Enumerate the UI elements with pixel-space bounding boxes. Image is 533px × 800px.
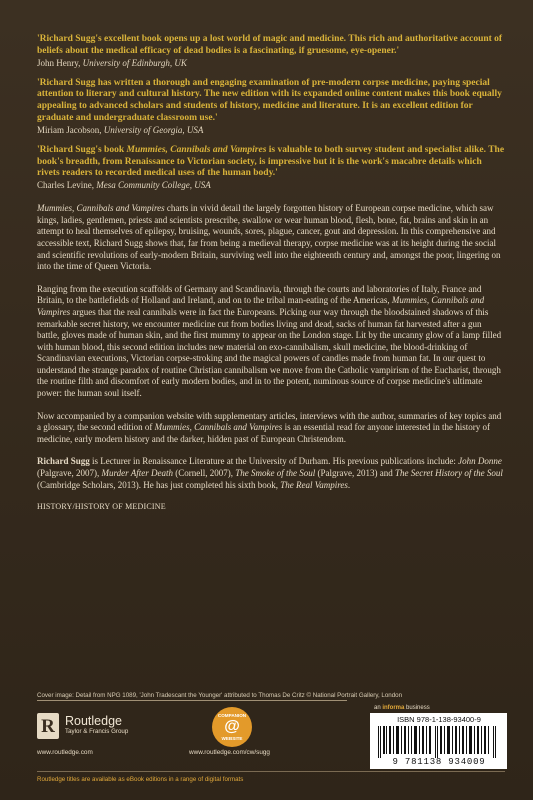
barcode-icon bbox=[376, 726, 501, 758]
bio-book-title: John Donne bbox=[458, 456, 502, 467]
quote-text: 'Richard Sugg's excellent book opens up a lost world of magic and medicine. This rich and authoritative account of beliefs about the medical efficacy of dead bodies is a fascinating, if gruesome, eye-opener.' bbox=[37, 34, 503, 56]
bio-text: . bbox=[347, 479, 351, 490]
publisher-url[interactable]: www.routledge.com bbox=[37, 749, 93, 756]
subject-category: HISTORY/HISTORY OF MEDICINE bbox=[37, 502, 166, 512]
badge-top-text: COMPANION bbox=[217, 713, 247, 718]
paragraph-text: argues that the real cannibals were in fact the Europeans. Picking our way through the bloodstained shadows of this remarkable secret history, we encounter medicine cut from bodies living and dead, sacks of human fat harvested after a gun battle, gloves made of human skin, and the first mummy to appear on the London stage. Lit by the uncanny glow of a lamp filled with human blood, this second edition includes new material on exo-cannibalism, skull medicine, the blood-drinking of Scandinavian executions, Victorian corpse-stroking and the magical powers of candles made from human fat. In our quest to understand the strange paradox of routine Christian cannibalism we move from the Catholic vampirism of the Eucharist, through the routine filth and discomfort of early modern bodies, and in to the potent, numinous source of corpse medicine's ultimate power: the human soul itself. bbox=[37, 306, 502, 399]
companion-website-badge-icon bbox=[212, 707, 252, 747]
barcode-digits: 9 781138 934009 bbox=[392, 757, 486, 767]
divider bbox=[37, 700, 347, 701]
quote-text-pre: 'Richard Sugg's book bbox=[37, 144, 127, 155]
informa-suffix: business bbox=[404, 705, 430, 711]
cover-text bbox=[37, 34, 505, 511]
quote-author: John Henry, bbox=[37, 57, 83, 68]
bio-text: (Cambridge Scholars, 2013). He has just completed his sixth book, bbox=[37, 479, 281, 490]
badge-bottom-text: WEBSITE bbox=[221, 736, 243, 741]
footer-divider bbox=[37, 771, 505, 772]
quote-attribution bbox=[37, 180, 505, 191]
quote-text-post: is valuable to both survey student and specialist alike. The book's breadth, from Renaissance to Victorian society, is impressive but it is the work's macabre details which rivets readers to recorded medical uses of the human body.' bbox=[37, 144, 505, 179]
book-title: Mummies, Cannibals and Vampires bbox=[37, 203, 165, 214]
quote-attribution bbox=[37, 125, 505, 136]
bio-text: (Palgrave, 2013) and bbox=[315, 468, 395, 479]
isbn-text: ISBN 978-1-138-93400-9 bbox=[397, 715, 481, 724]
review-quote bbox=[37, 34, 505, 69]
quote-affiliation: University of Georgia, USA bbox=[103, 124, 204, 135]
logo-letter: R bbox=[41, 716, 55, 737]
bio-book-title: Murder After Death bbox=[101, 468, 173, 479]
badge-at-symbol: @ bbox=[224, 718, 240, 735]
ebook-note: Routledge titles are available as eBook editions in a range of digital formats bbox=[37, 776, 244, 783]
quote-text: 'Richard Sugg has written a thorough and engaging examination of pre-modern corpse medicine, paying special attention to literary and cultural history. The new edition with its expanded online content makes this book equally appealing to advanced scholars and students of history, medicine and literature. It is an excellent edition for graduate and undergraduate classroom use.' bbox=[37, 77, 502, 123]
review-quote bbox=[37, 78, 505, 136]
routledge-logo-icon bbox=[37, 713, 59, 739]
informa-brand: informa bbox=[382, 705, 405, 711]
paragraph-text: Ranging from the execution scaffolds of Germany and Scandinavia, through the courts and laboratories of Italy, France and Britain, to the battlefields of Holland and Ireland, and on to the tribal man-eating of the Americas, bbox=[37, 283, 482, 306]
bio-text: (Cornell, 2007), bbox=[172, 468, 236, 479]
publisher-group: Taylor & Francis Group bbox=[65, 728, 129, 735]
paragraph-text: is an essential read for anyone interested in the history of medicine, early modern history and the darker, hidden past of European Christendom. bbox=[37, 422, 490, 444]
informa-tagline bbox=[374, 705, 430, 711]
quote-affiliation: University of Edinburgh, UK bbox=[82, 57, 187, 68]
quote-affiliation: Mesa Community College, USA bbox=[96, 180, 211, 191]
isbn-barcode bbox=[370, 713, 507, 769]
paragraph-text: charts in vivid detail the largely forgotten history of European corpse medicine, which saw kings, ladies, gentlemen, priests and scientists prescribe, swallow or wear human blood, flesh, bone, fat, brains and skin in an attempt to heal themselves of epilepsy, bruising, wounds, sores, plague, cancer, gout and depression. In this comprehensive and accessible text, Richard Sugg shows that, far from being a medieval therapy, corpse medicine was at its height during the social and scientific revolutions of early-modern Britain, surviving well into the eighteenth century and, amongst the poor, lingering on into the time of Queen Victoria. bbox=[37, 203, 501, 272]
description-paragraph bbox=[37, 284, 505, 400]
cover-image-credit: Cover image: Detail from NPG 1089, 'John Tradescant the Younger' attributed to Thomas De Critz © National Portrait Gallery, London bbox=[37, 692, 403, 699]
description-paragraph bbox=[37, 203, 505, 273]
author-name: Richard Sugg bbox=[37, 456, 90, 467]
author-bio bbox=[37, 456, 505, 491]
bio-text: is Lecturer in Renaissance Literature at the University of Durham. His previous publications include: bbox=[89, 456, 459, 467]
book-title: Mummies, Cannibals and Vampires bbox=[37, 295, 485, 317]
bio-book-title: The Smoke of the Soul bbox=[235, 468, 316, 479]
quote-book-title: Mummies, Cannibals and Vampires bbox=[126, 144, 267, 155]
informa-prefix: an bbox=[374, 705, 383, 711]
bio-book-title: The Secret History of the Soul bbox=[394, 468, 503, 479]
book-title: Mummies, Cannibals and Vampires bbox=[154, 422, 283, 433]
description-paragraph bbox=[37, 411, 505, 446]
quote-text bbox=[37, 145, 505, 180]
review-quote bbox=[37, 145, 505, 191]
quote-author: Miriam Jacobson, bbox=[37, 124, 104, 135]
paragraph-text: Now accompanied by a companion website with supplementary articles, interviews with the author, summaries of key topics and a glossary, the second edition of bbox=[37, 410, 502, 433]
bio-text: (Palgrave, 2007), bbox=[37, 468, 102, 479]
publisher-name: Routledge bbox=[65, 714, 122, 728]
companion-url[interactable]: www.routledge.com/cw/sugg bbox=[189, 749, 270, 756]
quote-author: Charles Levine, bbox=[37, 180, 97, 191]
quote-attribution bbox=[37, 58, 505, 69]
bio-book-title: The Real Vampires bbox=[280, 479, 348, 490]
